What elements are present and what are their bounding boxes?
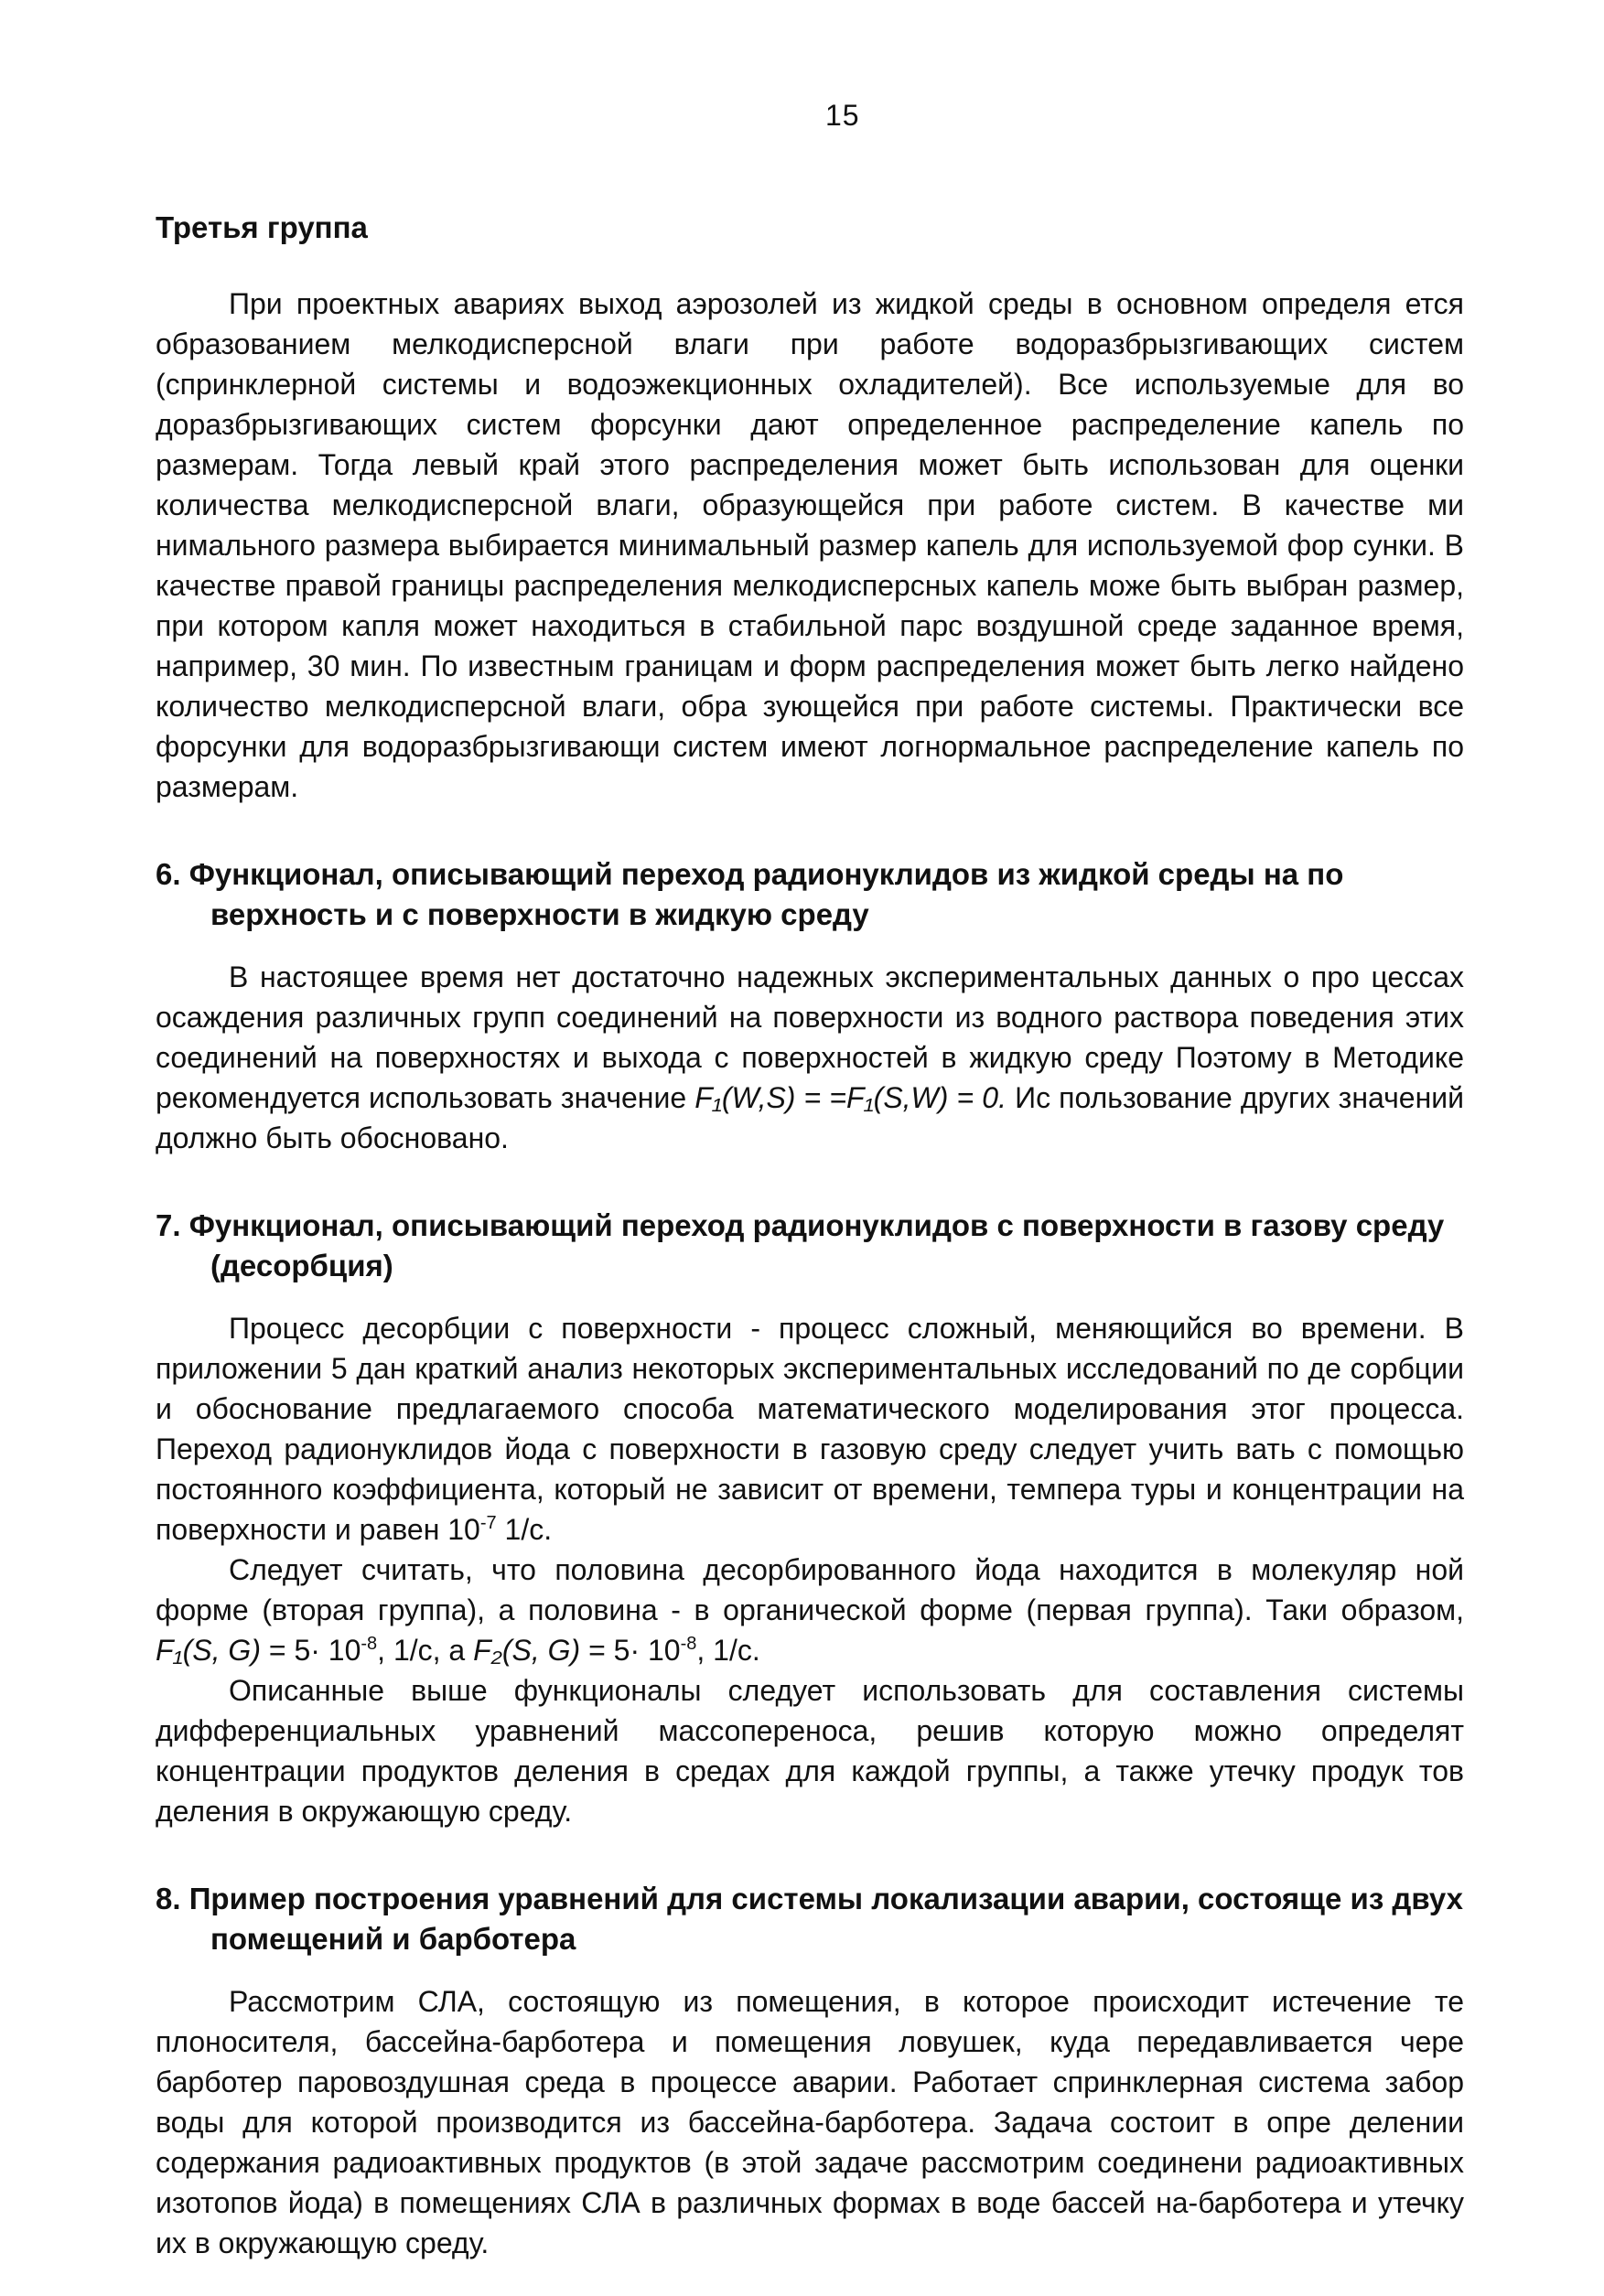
- section-7-p2-text: Следует считать, что половина десорбированного йода находится в молекуляр ной форме (вторая группа), а половина - в органической форме (первая группа). Таки образом,: [156, 1553, 1464, 1626]
- section-6-paragraph: [156, 957, 1464, 1158]
- section-7-p2-formula-1: F₁(S, G): [156, 1634, 261, 1667]
- section-7-p2-eq-1: = 5· 10: [260, 1634, 361, 1667]
- section-7-p1-exponent: -7: [479, 1513, 497, 1533]
- section-7-p2-exponent-2: -8: [680, 1634, 697, 1654]
- section-7-p2-exponent-1: -8: [361, 1634, 378, 1654]
- section-7-p1-text: Процесс десорбции с поверхности - процесс сложный, меняющийся во времени. В приложении 5 дан краткий анализ некоторых экспериментальных исследований по де сорбции и обоснование предлагаемого способа математического моделирования этог процесса. Переход радионуклидов йода с поверхности в газовую среду следует учить вать с помощью постоянного коэффициента, который не зависит от времени, темпера туры и концентрации на поверхности и равен 10: [156, 1312, 1464, 1546]
- section-7-p2-mid: , 1/с, а: [377, 1634, 474, 1667]
- section-7-p2-formula-2: F₂(S, G): [473, 1634, 581, 1667]
- section-6-heading: 6. Функционал, описывающий переход радионуклидов из жидкой среды на по верхность и с поверхности в жидкую среду: [156, 857, 1344, 931]
- section-7-paragraph-1: [156, 1308, 1464, 1550]
- page-number: 15: [825, 99, 860, 132]
- third-group-block: [156, 210, 1464, 807]
- third-group-heading: Третья группа: [156, 210, 368, 244]
- section-8: [156, 1879, 1464, 2263]
- section-8-paragraph: Рассмотрим СЛА, состоящую из помещения, в которое происходит истечение те плоносителя, бассейна-барботера и помещения ловушек, куда передавливается чере барботер паровоздушная среда в процессе аварии. Работает спринклерная система забор воды для которой производится из бассейна-барботера. Задача состоит в опре делении содержания радиоактивных продуктов (в этой задаче рассмотрим соединени радиоактивных изотопов йода) в помещениях СЛА в различных формах в воде бассей на-барботера и утечку их в окружающую среду.: [156, 1985, 1464, 2259]
- section-7-p2-eq-2: = 5· 10: [580, 1634, 681, 1667]
- section-6-text-tail: Ис пользование других значений должно быть обосновано.: [156, 1081, 1465, 1154]
- section-7: [156, 1206, 1464, 1831]
- document-body: [156, 210, 1464, 2263]
- section-6-formula: F₁(W,S) = =F₁(S,W) = 0.: [694, 1081, 1007, 1114]
- section-7-p2-tail: , 1/с.: [696, 1634, 760, 1667]
- section-7-paragraph-2: [156, 1550, 1464, 1670]
- section-7-heading: 7. Функционал, описывающий переход радионуклидов с поверхности в газову среду (десорбция): [156, 1208, 1445, 1282]
- section-6: [156, 854, 1464, 1158]
- section-8-heading: 8. Пример построения уравнений для системы локализации аварии, состояще из двух помещений и барботера: [156, 1882, 1463, 1956]
- third-group-paragraph: При проектных авариях выход аэрозолей из жидкой среды в основном определя ется образованием мелкодисперсной влаги при работе водоразбрызгивающих систем (спринклерной системы и водоэжекционных охладителей). Все используемые для во доразбрызгивающих систем форсунки дают определенное распределение капель по размерам. Тогда левый край этого распределения может быть использован для оценки количества мелкодисперсной влаги, образующейся при работе систем. В качестве ми нимального размера выбирается минимальный размер капель для используемой фор сунки. В качестве правой границы распределения мелкодисперсных капель може быть выбран размер, при котором капля может находиться в стабильной парс воздушной среде заданное время, например, 30 мин. По известным границам и форм распределения может быть легко найдено количество мелкодисперсной влаги, обра зующейся при работе системы. Практически все форсунки для водоразбрызгивающи систем имеют логнормальное распределение капель по размерам.: [156, 287, 1464, 803]
- section-6-text: В настоящее время нет достаточно надежных экспериментальных данных о про цессах осаждения различных групп соединений на поверхности из водного раствора поведения этих соединений на поверхностях и выхода с поверхностей в жидкую среду Поэтому в Методике рекомендуется использовать значение: [156, 960, 1464, 1114]
- section-7-p1-tail: 1/с.: [496, 1513, 553, 1546]
- section-7-paragraph-3: Описанные выше функционалы следует использовать для составления системы дифференциальных уравнений массопереноса, решив которую можно определят концентрации продуктов деления в средах для каждой группы, а также утечку продук тов деления в окружающую среду.: [156, 1674, 1464, 1828]
